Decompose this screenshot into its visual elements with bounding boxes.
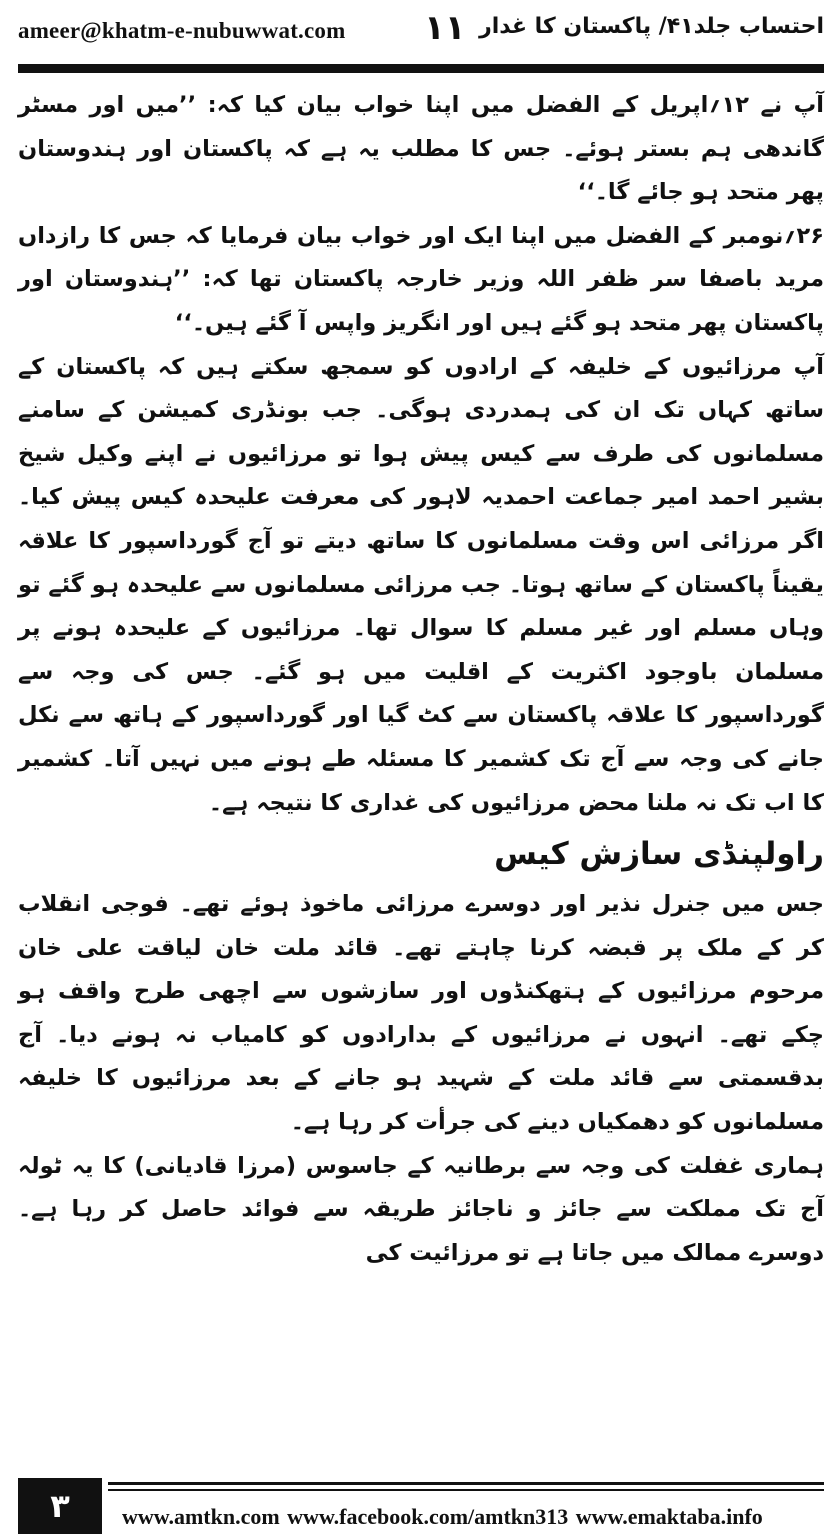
- header-email: ameer@khatm-e-nubuwwat.com: [18, 18, 346, 43]
- paragraph: ۲۶؍نومبر کے الفضل میں اپنا ایک اور خواب بیان فرمایا کہ جس کا رازداں مرید باصفا سر ظفر اللہ وزیر خارجہ پاکستان تھا کہ: ’’ہندوستان اور پاکستان پھر متحد ہو گئے ہیں اور انگریز واپس آ گئے ہیں۔‘‘: [18, 222, 824, 336]
- header-rule: [18, 64, 824, 73]
- footer-rule: [108, 1482, 824, 1485]
- paragraph: آپ مرزائیوں کے خلیفہ کے ارادوں کو سمجھ سکتے ہیں کہ پاکستان کے ساتھ کہاں تک ان کی ہمدردی ہوگی۔ جب بونڈری کمیشن کے سامنے مسلمانوں کی طرف سے کیس پیش ہوا تو مرزائیوں نے اپنے وکیل شیخ بشیر احمد امیر جماعت احمدیہ لاہور کی معرفت علیحدہ کیس پیش کیا۔ اگر مرزائی اس وقت مسلمانوں کا ساتھ دیتے تو آج گورداسپور کا علاقہ یقیناً پاکستان کے ساتھ ہوتا۔ جب مرزائی مسلمانوں سے علیحدہ ہو گئے تو وہاں مسلم اور غیر مسلم کا سوال تھا۔ مرزائیوں کے علیحدہ ہونے پر مسلمان باوجود اکثریت کے اقلیت میں ہو گئے۔ جس کی وجہ سے گورداسپور کا علاقہ پاکستان سے کٹ گیا اور گورداسپور کے ہاتھ سے نکل جانے کی وجہ سے آج تک کشمیر کا مسئلہ طے ہونے میں نہیں آتا۔ کشمیر کا اب تک نہ ملنا محض مرزائیوں کی غداری کا نتیجہ ہے۔: [18, 353, 824, 816]
- paragraph: ہماری غفلت کی وجہ سے برطانیہ کے جاسوس (مرزا قادیانی) کا یہ ٹولہ آج تک مملکت سے جائز و ناجائز طریقہ سے فوائد حاصل کر رہا ہے۔ دوسرے ممالک میں جاتا ہے تو مرزائیت کی: [18, 1152, 824, 1266]
- header-page-number: ۱۱: [424, 8, 466, 48]
- section-heading: راولپنڈی سازش کیس: [494, 836, 824, 873]
- footer-page-number: ۳: [18, 1478, 102, 1534]
- paragraph: جس میں جنرل نذیر اور دوسرے مرزائی ماخوذ ہوئے تھے۔ فوجی انقلاب کر کے ملک پر قبضہ کرنا چاہتے تھے۔ قائد ملت خان لیاقت علی خان مرحوم مرزائیوں کے ہتھکنڈوں اور سازشوں سے اچھی طرح واقف ہو چکے تھے۔ انہوں نے مرزائیوں کے بدارادوں کو کامیاب نہ ہونے دیا۔ آج بدقسمتی سے قائد ملت کے شہید ہو جانے کے بعد مرزائیوں کا خلیفہ مسلمانوں کو دھمکیاں دینے کی جرأت کر رہا ہے۔: [18, 891, 824, 1136]
- footer-rule-thin: [108, 1489, 824, 1491]
- paragraph: آپ نے ۱۲؍اپریل کے الفضل میں اپنا خواب بیان کیا کہ: ’’میں اور مسٹر گاندھی ہم بستر ہوئے۔ جس کا مطلب یہ ہے کہ پاکستان اور ہندوستان پھر متحد ہو جائے گا۔‘‘: [18, 92, 824, 206]
- header-title: احتساب جلد۴۱/ پاکستان کا غدار: [479, 14, 824, 39]
- footer-urls: www.amtkn.com www.facebook.com/amtkn313 www.emaktaba.info: [122, 1504, 763, 1529]
- page-footer: [18, 1476, 824, 1534]
- page-body: [18, 84, 824, 1275]
